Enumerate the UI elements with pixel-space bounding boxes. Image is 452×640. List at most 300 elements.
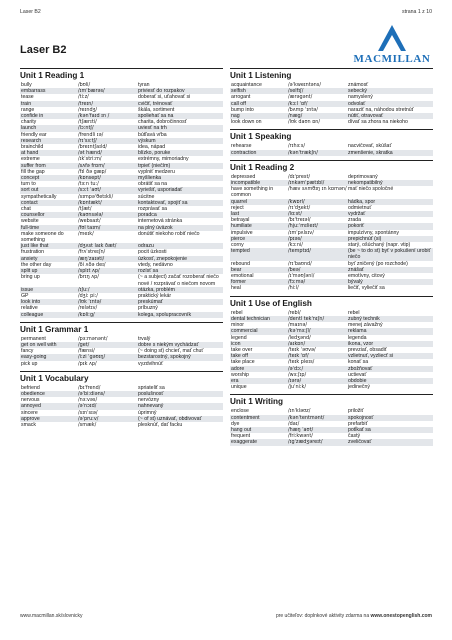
- pronunciation: /rebl/: [288, 309, 301, 316]
- pronunciation: /lɑːst/: [288, 211, 302, 218]
- slovak-translation: vydržať: [348, 211, 366, 218]
- pronunciation: /næg/: [288, 113, 303, 120]
- slovak-translation: impulzívny, spontánny: [348, 229, 399, 236]
- pronunciation: /websaɪt/: [78, 218, 101, 225]
- pronunciation: /ɪmˈbærəs/: [78, 88, 105, 95]
- slovak-translation: sebecký: [348, 88, 368, 95]
- english-word: full-time: [21, 224, 40, 231]
- english-word: bring up: [21, 274, 40, 281]
- header-left: Laser B2: [20, 9, 41, 15]
- pronunciation: /breɪntʃaɪld/: [78, 144, 108, 151]
- slovak-translation: zubný technik: [348, 315, 380, 322]
- slovak-translation: (~ a subject) začať rozoberať niečo nové / rozprávať o niečom novom: [138, 274, 219, 287]
- pronunciation: /bɪˈtreɪəl/: [288, 217, 311, 224]
- slovak-translation: súcitne: [138, 193, 155, 200]
- english-word: adore: [231, 365, 245, 372]
- slovak-translation: hádka, spor: [348, 198, 376, 205]
- english-word: pierce: [231, 235, 246, 242]
- english-word: extreme: [21, 156, 40, 163]
- pronunciation: /ɪmˈpʌlsɪv/: [288, 229, 314, 236]
- pronunciation: /sɔːt ˈaʊt/: [78, 187, 101, 194]
- english-word: contentment: [231, 414, 260, 421]
- english-word: train: [21, 100, 32, 107]
- english-word: exaggerate: [231, 439, 257, 446]
- english-word: confide in: [21, 113, 44, 120]
- pronunciation: /ət hænd/: [78, 150, 102, 157]
- english-word: corny: [231, 242, 244, 249]
- slovak-translation: vtedy, nedávno: [138, 261, 173, 268]
- pronunciation: /rɪhɜːs/: [288, 143, 306, 150]
- english-word: sincere: [21, 409, 38, 416]
- pronunciation: /aɪkɒn/: [288, 340, 306, 347]
- slovak-translation: pocit úzkosti: [138, 249, 167, 256]
- slovak-translation: deprimovaný: [348, 173, 378, 180]
- slovak-translation: potĺkať sa: [348, 426, 371, 433]
- slovak-translation: zbožňovať: [348, 365, 373, 372]
- pronunciation: /maɪnə/: [288, 322, 307, 329]
- pronunciation: /ði ʌðə deɪ/: [78, 261, 106, 268]
- english-word: fill the gap: [21, 168, 45, 175]
- pronunciation: /kənˈtentmənt/: [288, 414, 325, 421]
- english-word: suffer from: [21, 162, 46, 169]
- vocab-row: [230, 285, 433, 291]
- slovak-translation: reklama: [348, 328, 367, 335]
- slovak-translation: škála, sortiment: [138, 106, 175, 113]
- english-word: range: [21, 106, 35, 113]
- english-word: smack: [21, 421, 36, 428]
- english-word: counsellor: [21, 212, 45, 219]
- section-heading: Unit 1 Reading 2: [230, 160, 433, 174]
- slovak-translation: doberať si, uťahovať si: [138, 94, 191, 101]
- slovak-translation: nahnevaný: [138, 403, 164, 410]
- pronunciation: /dɪˈprest/: [288, 173, 311, 180]
- english-word: befriend: [21, 384, 40, 391]
- english-word: get on well with: [21, 341, 57, 348]
- slovak-translation: obdobie: [348, 377, 367, 384]
- pronunciation: /pɜːmənənt/: [78, 335, 108, 342]
- slovak-translation: obrátiť sa na: [138, 181, 168, 188]
- pronunciation: /hiːl/: [288, 285, 299, 292]
- pronunciation: /hæŋ ˈaʊt/: [288, 426, 314, 433]
- pronunciation: /bɪˈfrend/: [78, 384, 101, 391]
- pronunciation: /sɪmpəˈθetɪkli/: [78, 193, 114, 200]
- english-word: issue: [21, 286, 34, 293]
- pronunciation: /bʊli/: [78, 82, 91, 88]
- pronunciation: /tʃærɪti/: [78, 119, 97, 126]
- pronunciation: /ɪnkəmˈpætɪbl/: [288, 180, 325, 187]
- english-word: charity: [21, 119, 37, 126]
- pronunciation: /hæv sʌmθɪŋ ɪn kɒmən/: [288, 186, 347, 193]
- english-word: annoyed: [21, 403, 41, 410]
- pronunciation: /fænsi/: [78, 348, 95, 355]
- pronunciation: /temptɪd/: [288, 248, 311, 255]
- english-word: just like that: [21, 243, 49, 250]
- pronunciation: /rɪˈbaʊnd/: [288, 260, 312, 267]
- pronunciation: /wɜːʃɪp/: [288, 371, 307, 378]
- pronunciation: /nɜːvəs/: [78, 397, 98, 404]
- slovak-translation: známosť: [348, 82, 369, 88]
- english-word: approve: [21, 415, 40, 422]
- slovak-translation: znášať: [348, 266, 364, 273]
- english-word: fancy: [21, 348, 34, 355]
- slovak-translation: pokoriť: [348, 223, 365, 230]
- section-heading: Unit 1 Listening: [230, 68, 433, 82]
- slovak-translation: spriateliť sa: [138, 384, 165, 391]
- pronunciation: /relətɪv/: [78, 305, 98, 312]
- slovak-translation: vyriešiť, usporiadať: [138, 187, 183, 194]
- slovak-translation: častý: [348, 433, 361, 440]
- pronunciation: /splɪt ʌp/: [78, 268, 100, 275]
- english-word: the other day: [21, 261, 52, 268]
- english-word: look into: [21, 299, 41, 306]
- slovak-translation: rozprávať sa: [138, 206, 168, 213]
- english-word: nag: [231, 113, 240, 120]
- pronunciation: /kəˈmɜːʃl/: [288, 328, 311, 335]
- english-word: reject: [231, 204, 244, 211]
- pronunciation: /sʌfə frɒm/: [78, 162, 105, 169]
- pronunciation: /juˈniːk/: [288, 384, 307, 391]
- english-word: quarrel: [231, 198, 248, 205]
- pronunciation: /æŋˈzaɪəti/: [78, 255, 105, 262]
- pronunciation: /treɪn/: [78, 100, 94, 107]
- english-word: commercial: [231, 328, 258, 335]
- vocab-row: [20, 361, 223, 367]
- slovak-translation: zmenšenie, skratka: [348, 149, 393, 156]
- pronunciation: /kənˈtrækʃn/: [288, 149, 318, 156]
- vocab-row: [230, 439, 433, 445]
- english-word: have something in common: [231, 186, 274, 199]
- english-word: call off: [231, 100, 246, 107]
- page-title: Laser B2: [20, 44, 67, 56]
- english-word: launch: [21, 125, 37, 132]
- english-word: heal: [231, 285, 241, 292]
- slovak-translation: prefarbiť: [348, 420, 368, 427]
- english-word: emotional: [231, 273, 254, 280]
- english-word: dental technician: [231, 315, 270, 322]
- english-word: brainchild: [21, 144, 44, 151]
- slovak-translation: nervózny: [138, 397, 160, 404]
- english-word: nervous: [21, 397, 40, 404]
- slovak-translation: úzkosť, znepokojenie: [138, 255, 187, 262]
- slovak-translation: bezstarostný, spokojný: [138, 354, 191, 361]
- english-word: take off: [231, 353, 248, 360]
- slovak-translation: nútiť, otravovať: [348, 113, 384, 120]
- english-word: friendly ear: [21, 131, 47, 138]
- english-word: embarrass: [21, 88, 46, 95]
- slovak-translation: vyzdvihnúť: [138, 360, 164, 367]
- english-word: former: [231, 279, 246, 286]
- vocab-row: [20, 312, 223, 318]
- slovak-translation: namyslený: [348, 94, 373, 101]
- slovak-translation: dívať sa zhora na niekoho: [348, 119, 408, 126]
- footer-website[interactable]: www.macmillan.sk/slovnicky: [20, 613, 83, 619]
- slovak-translation: plesknúť, dať facku: [138, 421, 183, 428]
- pronunciation: /beə/: [288, 266, 301, 273]
- slovak-translation: spoliehať sa na: [138, 113, 174, 120]
- slovak-translation: poradca: [138, 212, 157, 219]
- slovak-translation: nacvičovať, skúšať: [348, 143, 392, 150]
- slovak-translation: menej závažný: [348, 322, 383, 329]
- section-heading: Unit 1 Speaking: [230, 129, 433, 143]
- english-word: tease: [21, 94, 34, 101]
- pronunciation: /bʌmp ˈɪntə/: [288, 106, 318, 113]
- slovak-translation: (be ~ to do st) byť v pokušení urobiť niečo: [348, 248, 431, 261]
- english-word: arrogant: [231, 94, 251, 101]
- english-word: take over: [231, 346, 253, 353]
- english-word: bear: [231, 266, 242, 273]
- pronunciation: /kənˈfaɪd ɪn /: [78, 113, 110, 120]
- english-word: rebound: [231, 260, 251, 267]
- english-word: concept: [21, 175, 40, 182]
- pronunciation: /ɪˈməʊʃənl/: [288, 273, 315, 280]
- pronunciation: /kɒliːg/: [78, 311, 95, 318]
- slovak-translation: liečiť, vyliečiť sa: [348, 285, 385, 292]
- pronunciation: /fʊl taɪm/: [78, 224, 101, 231]
- slovak-translation: myšlienka: [138, 175, 162, 182]
- section-heading: Unit 1 Vocabulary: [20, 371, 223, 385]
- slovak-translation: rozísť sa: [138, 268, 159, 275]
- pronunciation: /get/: [78, 341, 90, 348]
- english-word: frequent: [231, 433, 251, 440]
- slovak-translation: dobre s niekým vychádzať: [138, 341, 199, 348]
- slovak-translation: byť zničený (po rozchode): [348, 260, 408, 267]
- pronunciation: /fɔːmə/: [288, 279, 306, 286]
- pronunciation: /kɔːni/: [288, 242, 303, 249]
- slovak-translation: otázka, problém: [138, 286, 175, 293]
- english-word: depressed: [231, 173, 256, 180]
- slovak-translation: na plný úväzok: [138, 224, 173, 231]
- pronunciation: /daɪ/: [288, 420, 300, 427]
- english-word: relative: [21, 305, 38, 312]
- pronunciation: /ɪnˈkləʊz/: [288, 408, 311, 415]
- pronunciation: /ɪgˈzædʒəreɪt/: [288, 439, 323, 446]
- slovak-translation: praktický lekár: [138, 292, 172, 299]
- pronunciation: /kɒntækt/: [78, 199, 102, 206]
- english-word: contact: [21, 199, 38, 206]
- english-word: legend: [231, 334, 247, 341]
- english-word: contraction: [231, 149, 257, 156]
- pronunciation: /əˈdɔː/: [288, 365, 304, 372]
- vocab-row: [20, 422, 223, 428]
- section-heading: Unit 1 Grammar 1: [20, 322, 223, 336]
- section-heading: Unit 1 Reading 1: [20, 68, 223, 82]
- english-word: bump into: [231, 106, 254, 113]
- english-word: look down on: [231, 119, 262, 126]
- pronunciation: /frʌˈstreɪʃn/: [78, 249, 106, 256]
- pronunciation: /lʊk daʊn ɒn/: [288, 119, 321, 126]
- pronunciation: /kwɒrl/: [288, 198, 305, 205]
- slovak-translation: legenda: [348, 334, 367, 341]
- slovak-translation: odvolať: [348, 100, 366, 107]
- slovak-translation: cvičiť, trénovať: [138, 100, 173, 107]
- english-word: GP: [21, 292, 29, 299]
- english-word: betrayal: [231, 217, 250, 224]
- pronunciation: /tiːz/: [78, 94, 89, 101]
- pronunciation: /dʒiː piː/: [78, 292, 98, 299]
- slovak-translation: starý, ošúchaný (napr. vtip): [348, 242, 411, 249]
- pronunciation: /friːkwənt/: [288, 433, 313, 440]
- pronunciation: /dʒʌst laɪk ðæt/: [78, 243, 117, 250]
- slovak-translation: trpieť (niečím): [138, 162, 171, 169]
- english-word: colleague: [21, 311, 44, 318]
- english-word: sympathetically: [21, 193, 57, 200]
- pronunciation: /əˈkweɪntəns/: [288, 82, 321, 88]
- vocab-row: [230, 186, 433, 198]
- header-page-number: strana 1 z 10: [402, 9, 432, 15]
- pronunciation: /selfɪʃ/: [288, 88, 304, 95]
- pronunciation: /ɪkˈstriːm/: [78, 156, 102, 163]
- english-word: enclose: [231, 408, 249, 415]
- english-word: obedience: [21, 390, 45, 397]
- english-word: at hand: [21, 150, 39, 157]
- vocab-row: [230, 384, 433, 390]
- vocab-row: [20, 231, 223, 243]
- pronunciation: /lʊk ˈɪntə/: [78, 299, 102, 306]
- slovak-translation: výskum: [138, 137, 156, 144]
- slovak-translation: príbuzný: [138, 305, 158, 312]
- english-word: take place: [231, 359, 255, 366]
- pronunciation: /əˈbiːdiəns/: [78, 390, 105, 397]
- slovak-translation: tyran: [138, 82, 150, 88]
- english-word: rebel: [231, 309, 243, 316]
- pronunciation: /kɔːl ˈɒf/: [288, 100, 308, 107]
- section-heading: Unit 1 Use of English: [230, 296, 433, 310]
- slovak-translation: blízko, poruke: [138, 150, 171, 157]
- pronunciation: /rɪˈsɜːtʃ/: [78, 137, 97, 144]
- slovak-translation: poslušnosť: [138, 390, 164, 397]
- english-word: unique: [231, 384, 247, 391]
- vocab-row: [230, 119, 433, 125]
- pronunciation: /ɪʃuː/: [78, 286, 90, 293]
- slovak-translation: zveličovať: [348, 439, 372, 446]
- english-word: make someone do something: [21, 230, 64, 244]
- pronunciation: /kɒnsept/: [78, 175, 101, 182]
- slovak-translation: rebel: [348, 309, 360, 316]
- english-word: permanent: [21, 335, 46, 342]
- slovak-translation: emotívny, citový: [348, 273, 385, 280]
- english-word: bully: [21, 82, 32, 88]
- pronunciation: /pɪəs/: [288, 235, 302, 242]
- english-word: icon: [231, 340, 241, 347]
- pronunciation: /iːzi ˈgəʊɪŋ/: [78, 354, 106, 361]
- slovak-translation: bývalý: [348, 279, 363, 286]
- pronunciation: /tɜːn tuː/: [78, 181, 99, 188]
- slovak-translation: vyplniť medzeru: [138, 168, 175, 175]
- english-word: easy-going: [21, 354, 47, 361]
- english-word: research: [21, 137, 42, 144]
- english-word: pick up: [21, 360, 38, 367]
- slovak-translation: mať niečo spoločné: [348, 186, 394, 193]
- right-column: [230, 68, 433, 446]
- footer-link[interactable]: www.onestopenglish.com: [370, 613, 432, 619]
- slovak-translation: odmietnuť: [348, 204, 372, 211]
- slovak-translation: uctievať: [348, 371, 367, 378]
- footer-teacher-note: pre učiteľov: doplnkové aktivity zdarma na www.onestopenglish.com: [275, 613, 432, 619]
- slovak-translation: vzlietnuť, vyzliecť si: [348, 353, 394, 360]
- vocab-row: [230, 150, 433, 156]
- slovak-translation: idea, nápad: [138, 144, 166, 151]
- slovak-translation: zrada: [348, 217, 361, 224]
- pronunciation: /smæk/: [78, 421, 97, 428]
- slovak-translation: (~ of st) uznávať, obdivovať: [138, 415, 202, 422]
- pronunciation: /brɪŋ ʌp/: [78, 274, 99, 281]
- slovak-translation: priložiť: [348, 408, 364, 415]
- slovak-translation: internetová stránka: [138, 218, 183, 225]
- pronunciation: /lɔːntʃ/: [78, 125, 94, 132]
- english-word: incompatible: [231, 180, 261, 187]
- vocab-row: [20, 274, 223, 286]
- pronunciation: /rɪˈdʒekt/: [288, 204, 311, 211]
- slovak-translation: bútľavá vŕba: [138, 131, 167, 138]
- english-word: era: [231, 377, 239, 384]
- slovak-translation: spokojnosť: [348, 414, 374, 421]
- pronunciation: /teɪk pleɪs/: [288, 359, 315, 366]
- english-word: tempted: [231, 248, 250, 255]
- pronunciation: /dentl tekˈnɪʃn/: [288, 315, 325, 322]
- english-word: anxiety: [21, 255, 38, 262]
- english-word: frustration: [21, 249, 45, 256]
- english-word: turn to: [21, 181, 36, 188]
- left-column: [20, 68, 223, 428]
- section-heading: Unit 1 Writing: [230, 394, 433, 408]
- slovak-translation: charita, dobročinnosť: [138, 119, 187, 126]
- english-word: selfish: [231, 88, 246, 95]
- slovak-translation: donútiť niekoho robiť niečo: [138, 230, 200, 237]
- english-word: website: [21, 218, 39, 225]
- english-word: humiliate: [231, 223, 252, 230]
- slovak-translation: trvalý: [138, 335, 151, 342]
- english-word: split up: [21, 268, 38, 275]
- english-word: sort out: [21, 187, 39, 194]
- slovak-translation: odrazu: [138, 243, 154, 250]
- english-word: chat: [21, 206, 31, 213]
- english-word: minor: [231, 322, 244, 329]
- macmillan-logo: [353, 25, 431, 67]
- pronunciation: /pɪk ʌp/: [78, 360, 97, 367]
- pronunciation: /tʃæt/: [78, 206, 92, 213]
- slovak-translation: kolega, spolupracovník: [138, 311, 192, 318]
- pronunciation: /teɪk ˈəʊvə/: [288, 346, 316, 353]
- pronunciation: /reɪndʒ/: [78, 106, 98, 113]
- slovak-translation: prevziať, obsadiť: [348, 346, 387, 353]
- english-word: dye: [231, 420, 240, 427]
- slovak-translation: priviesť do rozpakov: [138, 88, 185, 95]
- logo-wordmark: MACMILLAN: [353, 53, 431, 65]
- english-word: impulsive: [231, 229, 253, 236]
- pronunciation: /hjuːˈmɪlieɪt/: [288, 223, 318, 230]
- slovak-translation: prepichnúť (si): [348, 235, 382, 242]
- pronunciation: /teɪk ˈɒf/: [288, 353, 309, 360]
- vocab-row: [230, 248, 433, 260]
- slovak-translation: úprimný: [138, 409, 157, 416]
- slovak-translation: naraziť na, náhodou stretnúť: [348, 106, 414, 113]
- slovak-translation: konať sa: [348, 359, 369, 366]
- pronunciation: /meɪk/: [78, 230, 94, 237]
- slovak-translation: nekompatibilný: [348, 180, 383, 187]
- pronunciation: /əˈnɔɪd/: [78, 403, 97, 410]
- slovak-translation: (~ doing st) chcieť, mať chuť: [138, 348, 204, 355]
- pronunciation: /frendli ɪə/: [78, 131, 104, 138]
- slovak-translation: ikona, vzor: [348, 340, 374, 347]
- pronunciation: /ɪərə/: [288, 377, 302, 384]
- english-word: last: [231, 211, 240, 218]
- pronunciation: /ledʒənd/: [288, 334, 311, 341]
- pronunciation: /kaʊnsələ/: [78, 212, 104, 219]
- english-word: worship: [231, 371, 249, 378]
- pronunciation: /sɪnˈsɪə/: [78, 409, 98, 416]
- english-word: hang out: [231, 426, 252, 433]
- slovak-translation: jedinečný: [348, 384, 370, 391]
